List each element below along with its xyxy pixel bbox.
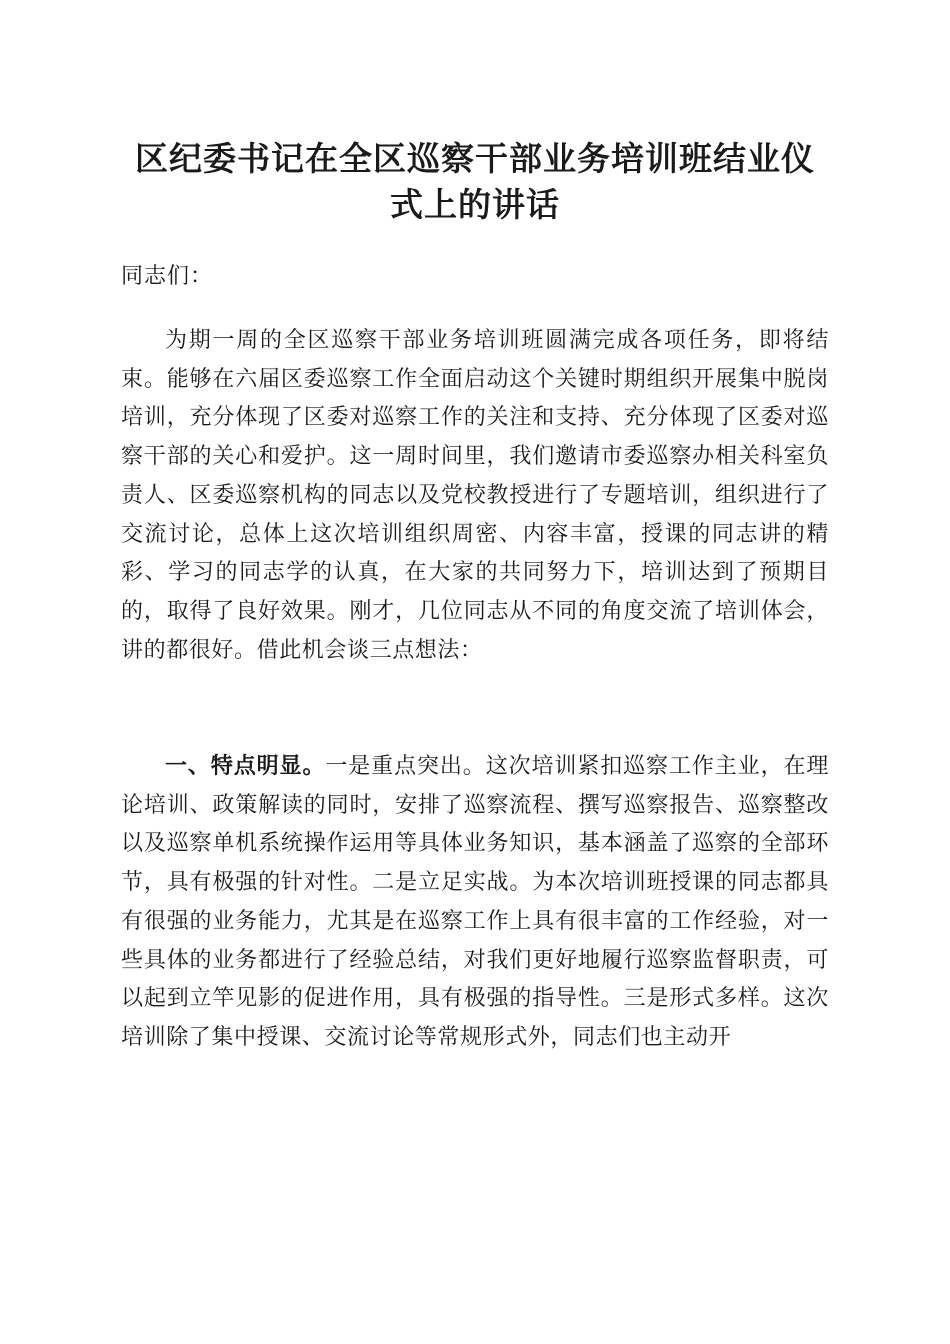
document-title [100, 136, 850, 228]
paragraph-section-one [121, 748, 829, 1058]
salutation: 同志们： [121, 264, 214, 289]
paragraph-intro: 为期一周的全区巡察干部业务培训班圆满完成各项任务，即将结束。能够在六届区委巡察工作全面启动这个关键时期组织开展集中脱岗培训，充分体现了区委对巡察工作的关注和支持、充分体现了区委对巡察干部的关心和爱护。这一周时间里，我们邀请市委巡察办相关科室负责人、区委巡察机构的同志以及党校教授进行了专题培训，组织进行了交流讨论，总体上这次培训组织周密、内容丰富，授课的同志讲的精彩、学习的同志学的认真，在大家的共同努力下，培训达到了预期目的，取得了良好效果。刚才，几位同志从不同的角度交流了培训体会，讲的都很好。借此机会谈三点想法： [121, 328, 829, 663]
section-heading: 一、特点明显。 [165, 754, 326, 779]
section-body: 一是重点突出。这次培训紧扣巡察工作主业，在理论培训、政策解读的同时，安排了巡察流程、撰写巡察报告、巡察整改以及巡察单机系统操作运用等具体业务知识，基本涵盖了巡察的全部环节，具有极强的针对性。二是立足实战。为本次培训班授课的同志都具有很强的业务能力，尤其是在巡察工作上具有很丰富的工作经验，对一些具体的业务都进行了经验总结，对我们更好地履行巡察监督职责，可以起到立竿见影的促进作用，具有极强的指导性。三是形式多样。这次培训除了集中授课、交流讨论等常规形式外，同志们也主动开 [121, 754, 830, 1050]
title-line-2: 式上的讲话 [390, 185, 560, 224]
title-line-1: 区纪委书记在全区巡察干部业务培训班结业仪 [135, 139, 815, 178]
